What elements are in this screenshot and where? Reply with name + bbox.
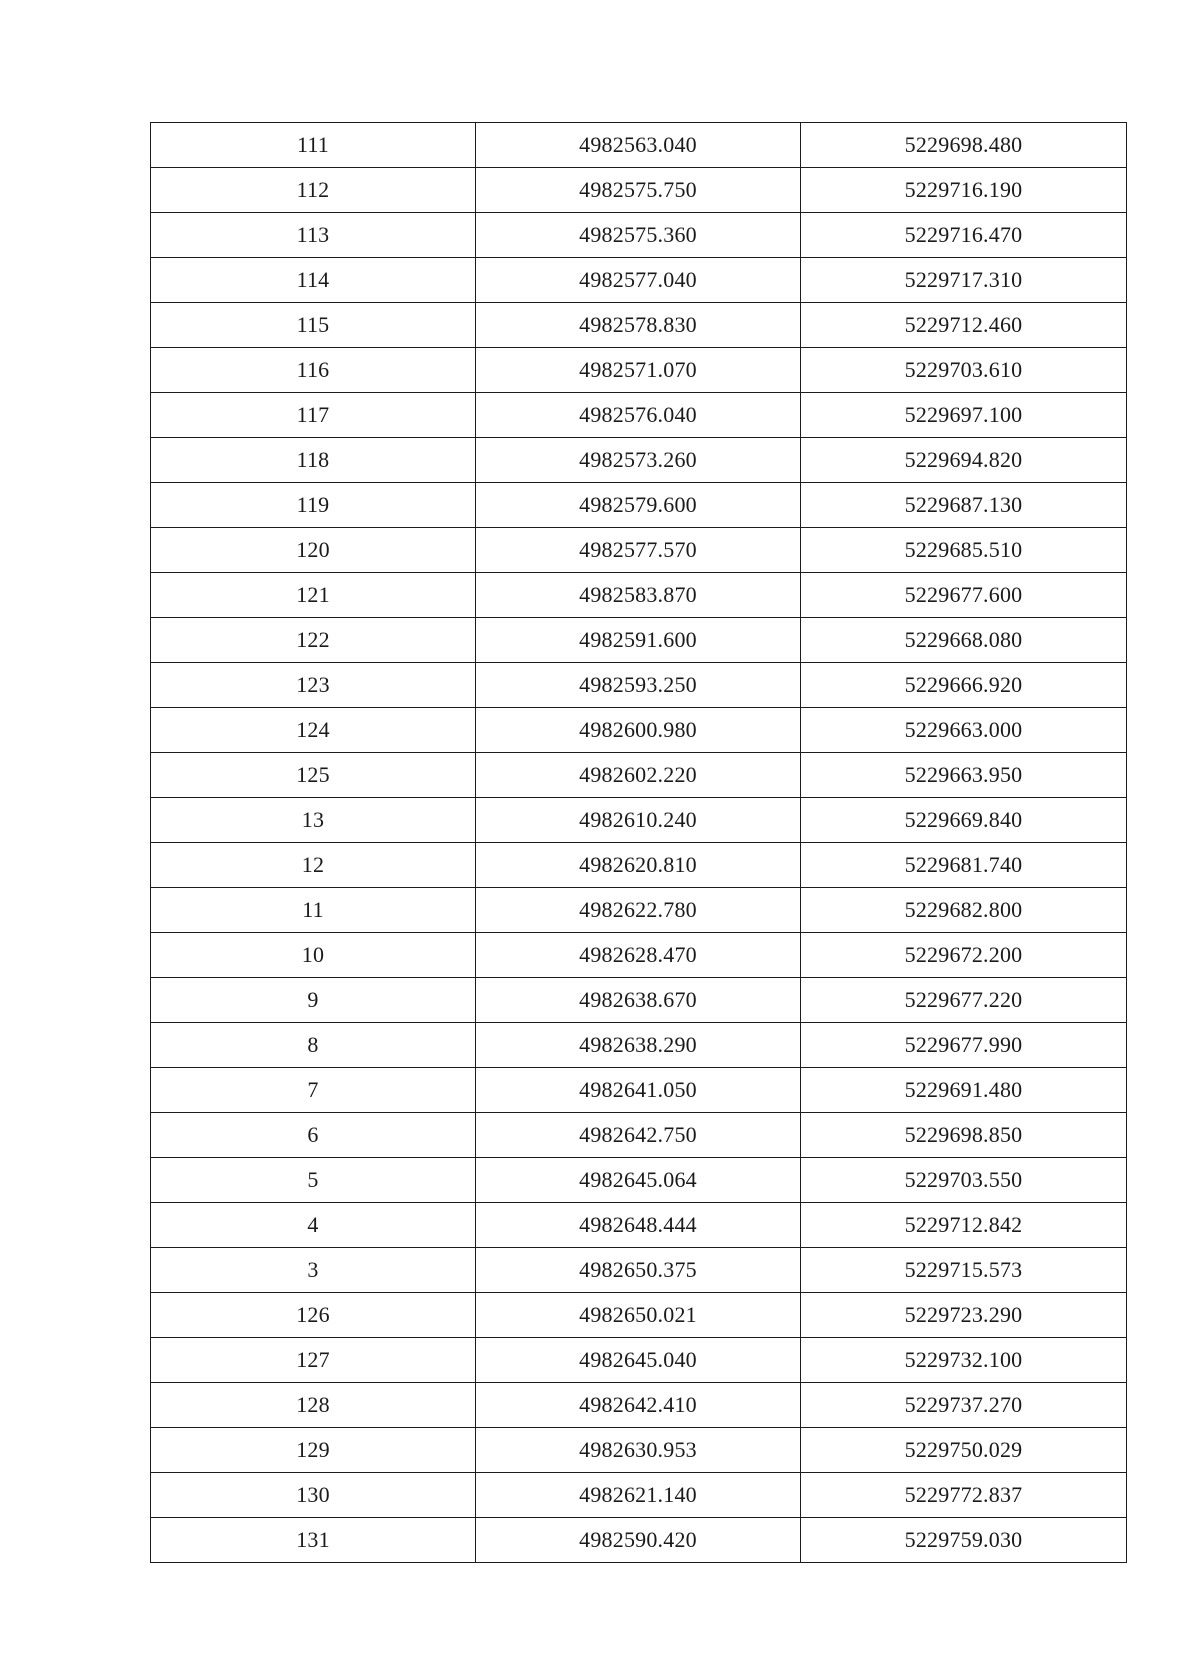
table-row (151, 618, 1127, 663)
table-row (151, 1113, 1127, 1158)
y-coordinate-cell: 5229737.270 (801, 1383, 1127, 1428)
x-coordinate-cell: 4982577.570 (476, 528, 801, 573)
table-row (151, 483, 1127, 528)
table-row (151, 708, 1127, 753)
table-row (151, 1473, 1127, 1518)
point-number-cell: 122 (151, 618, 476, 663)
x-coordinate-cell: 4982563.040 (476, 123, 801, 168)
x-coordinate-cell: 4982610.240 (476, 798, 801, 843)
x-coordinate-cell: 4982600.980 (476, 708, 801, 753)
table-row (151, 258, 1127, 303)
point-number-cell: 130 (151, 1473, 476, 1518)
point-number-cell: 121 (151, 573, 476, 618)
table-row (151, 573, 1127, 618)
table-row (151, 978, 1127, 1023)
x-coordinate-cell: 4982571.070 (476, 348, 801, 393)
point-number-cell: 112 (151, 168, 476, 213)
table-row (151, 1383, 1127, 1428)
table-row (151, 1338, 1127, 1383)
x-coordinate-cell: 4982583.870 (476, 573, 801, 618)
y-coordinate-cell: 5229717.310 (801, 258, 1127, 303)
table-row (151, 1158, 1127, 1203)
table-row (151, 1068, 1127, 1113)
table-row (151, 1023, 1127, 1068)
table-row (151, 438, 1127, 483)
table-row (151, 168, 1127, 213)
table-row (151, 753, 1127, 798)
x-coordinate-cell: 4982577.040 (476, 258, 801, 303)
x-coordinate-cell: 4982642.750 (476, 1113, 801, 1158)
point-number-cell: 9 (151, 978, 476, 1023)
x-coordinate-cell: 4982591.600 (476, 618, 801, 663)
point-number-cell: 131 (151, 1518, 476, 1563)
x-coordinate-cell: 4982590.420 (476, 1518, 801, 1563)
y-coordinate-cell: 5229772.837 (801, 1473, 1127, 1518)
coordinates-table-body (151, 123, 1127, 1563)
table-row (151, 663, 1127, 708)
y-coordinate-cell: 5229666.920 (801, 663, 1127, 708)
x-coordinate-cell: 4982645.064 (476, 1158, 801, 1203)
coordinates-table (150, 122, 1127, 1563)
x-coordinate-cell: 4982638.670 (476, 978, 801, 1023)
y-coordinate-cell: 5229677.220 (801, 978, 1127, 1023)
y-coordinate-cell: 5229681.740 (801, 843, 1127, 888)
table-row (151, 123, 1127, 168)
point-number-cell: 4 (151, 1203, 476, 1248)
y-coordinate-cell: 5229668.080 (801, 618, 1127, 663)
x-coordinate-cell: 4982650.375 (476, 1248, 801, 1293)
y-coordinate-cell: 5229759.030 (801, 1518, 1127, 1563)
x-coordinate-cell: 4982648.444 (476, 1203, 801, 1248)
table-row (151, 393, 1127, 438)
table-row (151, 933, 1127, 978)
x-coordinate-cell: 4982628.470 (476, 933, 801, 978)
table-row (151, 1293, 1127, 1338)
y-coordinate-cell: 5229687.130 (801, 483, 1127, 528)
x-coordinate-cell: 4982579.600 (476, 483, 801, 528)
point-number-cell: 11 (151, 888, 476, 933)
y-coordinate-cell: 5229682.800 (801, 888, 1127, 933)
y-coordinate-cell: 5229715.573 (801, 1248, 1127, 1293)
table-row (151, 1203, 1127, 1248)
point-number-cell: 128 (151, 1383, 476, 1428)
point-number-cell: 126 (151, 1293, 476, 1338)
x-coordinate-cell: 4982573.260 (476, 438, 801, 483)
table-row (151, 843, 1127, 888)
point-number-cell: 123 (151, 663, 476, 708)
table-row (151, 213, 1127, 258)
y-coordinate-cell: 5229712.460 (801, 303, 1127, 348)
y-coordinate-cell: 5229716.190 (801, 168, 1127, 213)
point-number-cell: 5 (151, 1158, 476, 1203)
y-coordinate-cell: 5229697.100 (801, 393, 1127, 438)
x-coordinate-cell: 4982650.021 (476, 1293, 801, 1338)
table-row (151, 1428, 1127, 1473)
point-number-cell: 129 (151, 1428, 476, 1473)
point-number-cell: 127 (151, 1338, 476, 1383)
y-coordinate-cell: 5229691.480 (801, 1068, 1127, 1113)
table-row (151, 798, 1127, 843)
y-coordinate-cell: 5229698.480 (801, 123, 1127, 168)
table-row (151, 1248, 1127, 1293)
y-coordinate-cell: 5229663.950 (801, 753, 1127, 798)
point-number-cell: 115 (151, 303, 476, 348)
point-number-cell: 124 (151, 708, 476, 753)
point-number-cell: 113 (151, 213, 476, 258)
x-coordinate-cell: 4982575.360 (476, 213, 801, 258)
x-coordinate-cell: 4982622.780 (476, 888, 801, 933)
y-coordinate-cell: 5229677.600 (801, 573, 1127, 618)
table-row (151, 1518, 1127, 1563)
table-row (151, 528, 1127, 573)
y-coordinate-cell: 5229716.470 (801, 213, 1127, 258)
y-coordinate-cell: 5229750.029 (801, 1428, 1127, 1473)
x-coordinate-cell: 4982578.830 (476, 303, 801, 348)
x-coordinate-cell: 4982602.220 (476, 753, 801, 798)
x-coordinate-cell: 4982620.810 (476, 843, 801, 888)
x-coordinate-cell: 4982638.290 (476, 1023, 801, 1068)
y-coordinate-cell: 5229712.842 (801, 1203, 1127, 1248)
point-number-cell: 114 (151, 258, 476, 303)
y-coordinate-cell: 5229698.850 (801, 1113, 1127, 1158)
y-coordinate-cell: 5229663.000 (801, 708, 1127, 753)
point-number-cell: 6 (151, 1113, 476, 1158)
point-number-cell: 3 (151, 1248, 476, 1293)
x-coordinate-cell: 4982641.050 (476, 1068, 801, 1113)
table-row (151, 348, 1127, 393)
table-row (151, 888, 1127, 933)
y-coordinate-cell: 5229732.100 (801, 1338, 1127, 1383)
x-coordinate-cell: 4982575.750 (476, 168, 801, 213)
y-coordinate-cell: 5229723.290 (801, 1293, 1127, 1338)
y-coordinate-cell: 5229703.550 (801, 1158, 1127, 1203)
point-number-cell: 125 (151, 753, 476, 798)
y-coordinate-cell: 5229694.820 (801, 438, 1127, 483)
x-coordinate-cell: 4982593.250 (476, 663, 801, 708)
point-number-cell: 117 (151, 393, 476, 438)
x-coordinate-cell: 4982642.410 (476, 1383, 801, 1428)
point-number-cell: 7 (151, 1068, 476, 1113)
y-coordinate-cell: 5229703.610 (801, 348, 1127, 393)
point-number-cell: 116 (151, 348, 476, 393)
point-number-cell: 120 (151, 528, 476, 573)
x-coordinate-cell: 4982645.040 (476, 1338, 801, 1383)
point-number-cell: 8 (151, 1023, 476, 1068)
point-number-cell: 111 (151, 123, 476, 168)
x-coordinate-cell: 4982621.140 (476, 1473, 801, 1518)
point-number-cell: 10 (151, 933, 476, 978)
x-coordinate-cell: 4982630.953 (476, 1428, 801, 1473)
x-coordinate-cell: 4982576.040 (476, 393, 801, 438)
y-coordinate-cell: 5229672.200 (801, 933, 1127, 978)
point-number-cell: 13 (151, 798, 476, 843)
table-row (151, 303, 1127, 348)
y-coordinate-cell: 5229669.840 (801, 798, 1127, 843)
point-number-cell: 118 (151, 438, 476, 483)
y-coordinate-cell: 5229685.510 (801, 528, 1127, 573)
point-number-cell: 12 (151, 843, 476, 888)
point-number-cell: 119 (151, 483, 476, 528)
y-coordinate-cell: 5229677.990 (801, 1023, 1127, 1068)
